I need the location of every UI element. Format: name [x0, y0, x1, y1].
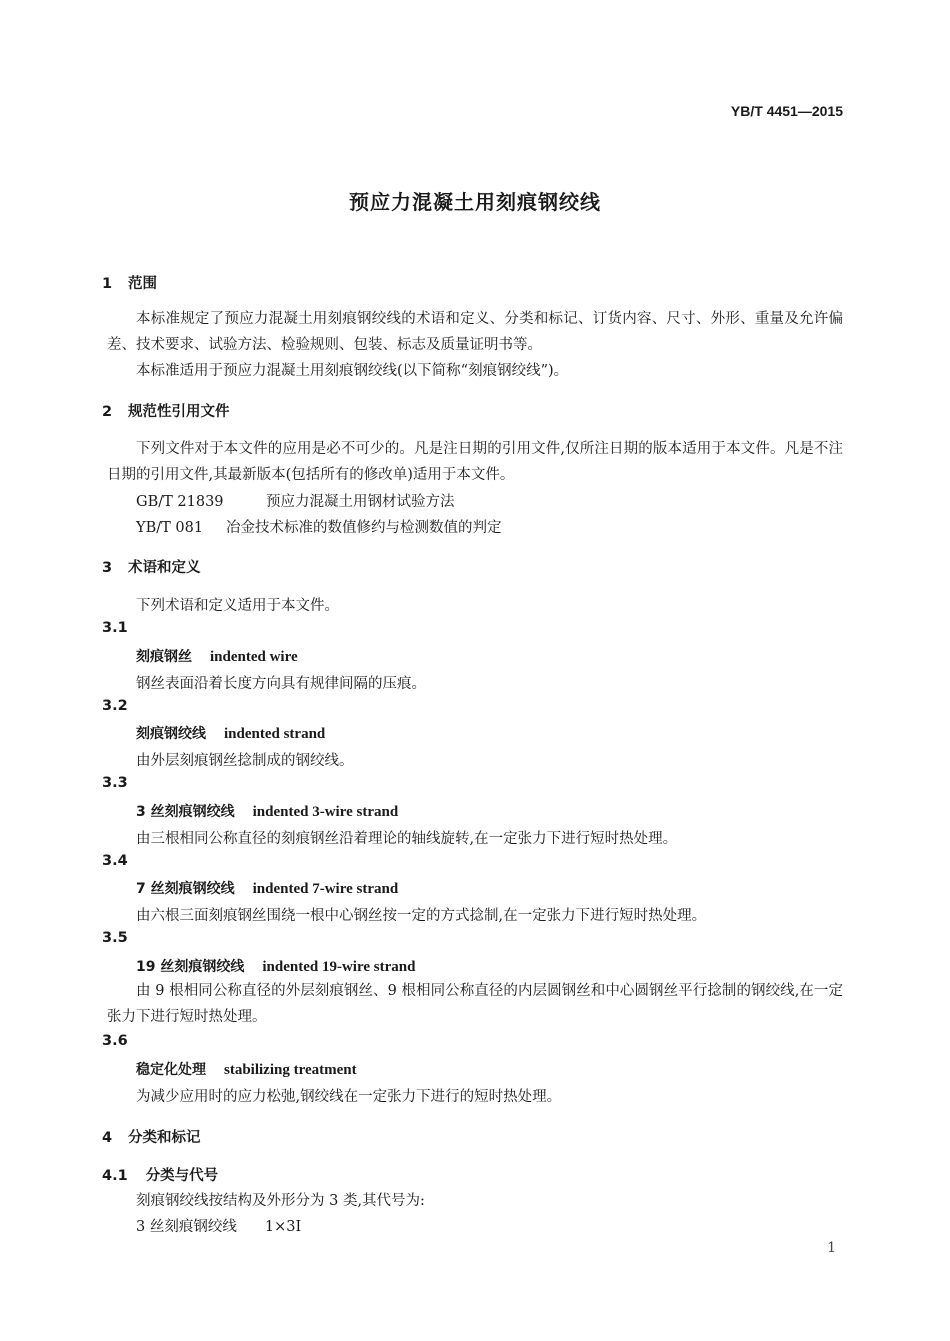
term-en: indented 7-wire strand — [252, 881, 399, 897]
term-number: 3.1 — [102, 620, 128, 636]
section-title: 分类和标记 — [128, 1130, 201, 1146]
term-heading — [136, 723, 325, 743]
term-zh: 稳定化处理 — [136, 1062, 206, 1078]
term-en: indented 3-wire strand — [252, 804, 399, 820]
term-definition: 钢丝表面沿着长度方向具有规律间隔的压痕。 — [136, 676, 426, 692]
page-number: 1 — [827, 1240, 836, 1256]
section-title: 术语和定义 — [128, 560, 201, 576]
term-zh: 3 丝刻痕钢绞线 — [136, 804, 235, 820]
section-number: 4 — [102, 1130, 113, 1146]
section-2-heading — [102, 400, 230, 421]
term-number: 3.2 — [102, 698, 128, 714]
section-number: 3 — [102, 560, 113, 576]
item-code: 1×3I — [264, 1219, 302, 1235]
term-number: 3.3 — [102, 775, 128, 791]
item-name: 3 丝刻痕钢绞线 — [136, 1219, 237, 1235]
section-intro: 下列术语和定义适用于本文件。 — [136, 598, 339, 614]
term-definition: 由三根相同公称直径的刻痕钢丝沿着理论的轴线旋转,在一定张力下进行短时热处理。 — [136, 831, 678, 847]
reference-title: 预应力混凝土用钢材试验方法 — [266, 494, 455, 510]
term-en: indented wire — [210, 649, 298, 665]
document-title: 预应力混凝土用刻痕钢绞线 — [349, 190, 601, 214]
term-zh: 19 丝刻痕钢绞线 — [136, 959, 245, 975]
term-heading — [136, 878, 398, 898]
subsection-4-1-heading — [102, 1164, 218, 1185]
paragraph: 本标准规定了预应力混凝土用刻痕钢绞线的术语和定义、分类和标记、订货内容、尺寸、外形、重量及允许偏差、技术要求、试验方法、检验规则、包装、标志及质量证明书等。 — [107, 311, 843, 353]
term-definition: 由六根三面刻痕钢丝围绕一根中心钢丝按一定的方式捻制,在一定张力下进行短时热处理。 — [136, 908, 707, 924]
subsection-number: 4.1 — [102, 1168, 128, 1184]
term-heading — [136, 956, 415, 976]
section-number: 1 — [102, 276, 113, 292]
section-4-heading — [102, 1126, 201, 1147]
term-heading — [136, 801, 398, 821]
term-zh: 刻痕钢丝 — [136, 649, 192, 665]
term-en: indented strand — [224, 726, 326, 742]
term-zh: 7 丝刻痕钢绞线 — [136, 881, 235, 897]
paragraph: 刻痕钢绞线按结构及外形分为 3 类,其代号为: — [136, 1193, 425, 1209]
term-definition: 由外层刻痕钢丝捻制成的钢绞线。 — [136, 753, 354, 769]
term-definition: 由 9 根相同公称直径的外层刻痕钢丝、9 根相同公称直径的内层圆钢丝和中心圆钢丝平行捻制的钢绞线,在一定张力下进行短时热处理。 — [107, 983, 843, 1025]
reference-title: 冶金技术标准的数值修约与检测数值的判定 — [226, 520, 502, 536]
standard-code: YB/T 4451—2015 — [730, 103, 843, 119]
term-number: 3.4 — [102, 853, 128, 869]
section-title: 范围 — [128, 276, 157, 292]
paragraph: 下列文件对于本文件的应用是必不可少的。凡是注日期的引用文件,仅所注日期的版本适用于本文件。凡是不注日期的引用文件,其最新版本(包括所有的修改单)适用于本文件。 — [107, 441, 843, 483]
classification-item — [136, 1215, 301, 1236]
section-number: 2 — [102, 404, 113, 420]
reference-item — [136, 516, 502, 537]
term-heading — [136, 646, 298, 666]
subsection-title: 分类与代号 — [145, 1168, 219, 1184]
term-heading — [136, 1059, 357, 1079]
reference-code: GB/T 21839 — [136, 494, 224, 510]
term-zh: 刻痕钢绞线 — [136, 726, 206, 742]
reference-item — [136, 490, 455, 511]
section-title: 规范性引用文件 — [128, 404, 230, 420]
paragraph: 本标准适用于预应力混凝土用刻痕钢绞线(以下简称“刻痕钢绞线”)。 — [136, 363, 569, 379]
term-number: 3.6 — [102, 1033, 128, 1049]
section-1-heading — [102, 272, 157, 293]
reference-code: YB/T 081 — [136, 520, 204, 536]
term-definition: 为减少应用时的应力松弛,钢绞线在一定张力下进行的短时热处理。 — [136, 1089, 562, 1105]
term-en: stabilizing treatment — [224, 1062, 357, 1078]
section-3-heading — [102, 556, 201, 577]
term-number: 3.5 — [102, 930, 128, 946]
term-en: indented 19-wire strand — [262, 959, 416, 975]
